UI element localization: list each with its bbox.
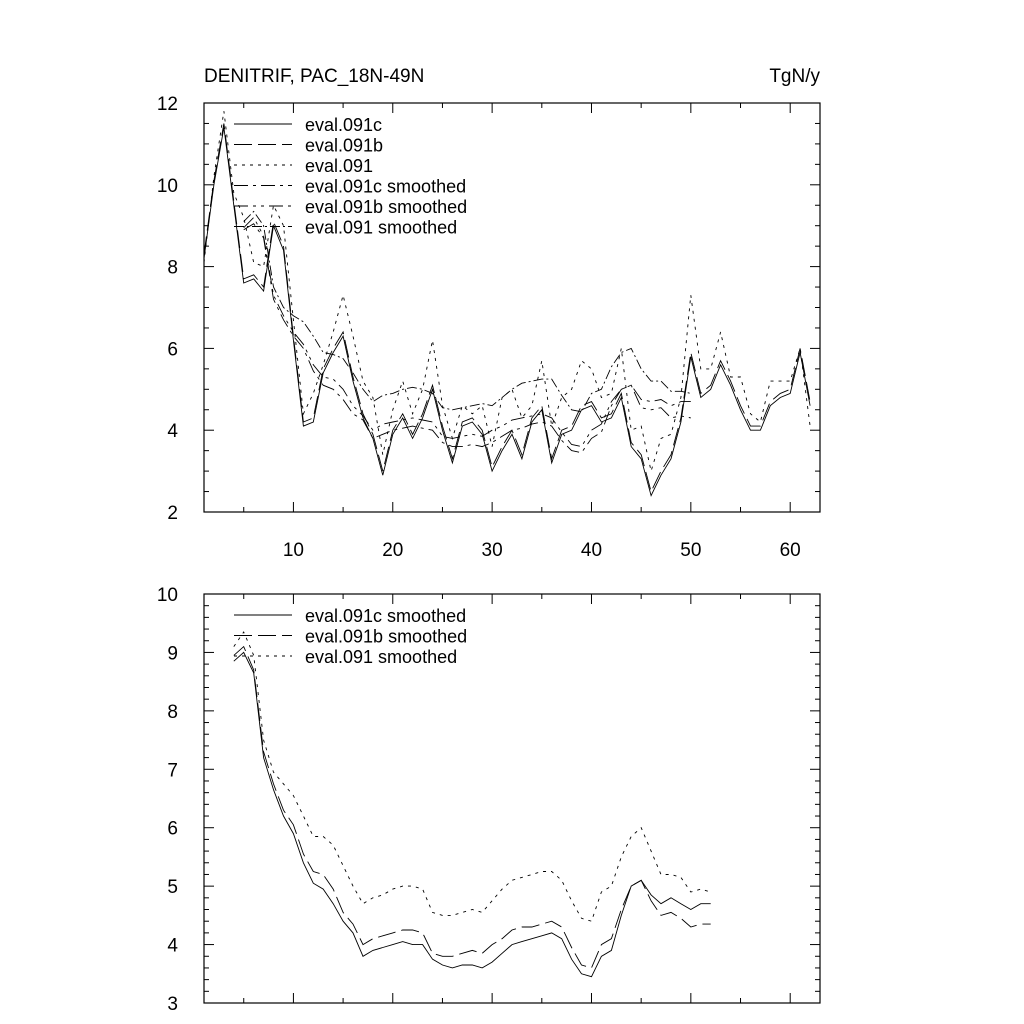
top-legend-label-3: eval.091 xyxy=(305,156,374,176)
top-ticks xyxy=(204,103,820,512)
top-panel xyxy=(157,66,821,561)
bottom-y-tick-label: 10 xyxy=(156,585,178,606)
top-x-tick-label: 30 xyxy=(481,540,503,561)
top-x-tick-label: 50 xyxy=(680,540,702,561)
bottom-legend-label-1: eval.091c smoothed xyxy=(305,606,467,626)
top-y-tick-label: 2 xyxy=(167,503,178,524)
bottom-legend-label-2: eval.091b smoothed xyxy=(305,626,468,647)
bottom-plot-frame xyxy=(204,594,820,1003)
bottom-y-tick-label: 6 xyxy=(167,818,178,840)
bottom-series-line-1 xyxy=(234,652,711,976)
units-label: TgN/y xyxy=(769,66,820,87)
top-series-line-2 xyxy=(204,124,810,492)
top-y-tick-label: 4 xyxy=(167,421,178,443)
top-y-tick-label: 10 xyxy=(156,175,178,197)
top-series-line-6 xyxy=(244,211,691,411)
top-series-line-4 xyxy=(244,224,691,453)
bottom-panel xyxy=(157,585,820,1015)
top-x-tick-label: 60 xyxy=(779,540,801,561)
top-legend-label-5: eval.091b smoothed xyxy=(305,197,468,217)
top-series-line-3 xyxy=(204,111,810,471)
bottom-series-line-3 xyxy=(234,632,711,921)
top-legend-label-4: eval.091c smoothed xyxy=(305,176,467,197)
bottom-y-tick-label: 9 xyxy=(167,643,178,665)
top-legend-label-2: eval.091b xyxy=(305,135,384,156)
bottom-ticks xyxy=(204,594,820,1003)
bottom-y-tick-label: 5 xyxy=(167,877,178,899)
top-y-tick-label: 12 xyxy=(156,94,178,115)
bottom-series-group xyxy=(234,632,711,977)
top-legend-label-1: eval.091c xyxy=(305,115,383,135)
bottom-y-tick-label: 4 xyxy=(167,935,178,957)
top-x-tick-label: 40 xyxy=(580,540,603,561)
top-x-tick-label: 10 xyxy=(282,540,304,561)
top-plot-frame xyxy=(204,103,820,512)
top-series-line-1 xyxy=(204,128,810,496)
top-y-tick-label: 8 xyxy=(167,257,178,279)
chart-title: DENITRIF, PAC_18N-49N xyxy=(204,66,425,87)
bottom-legend-label-3: eval.091 smoothed xyxy=(305,647,458,667)
top-legend-label-6: eval.091 smoothed xyxy=(305,217,458,238)
top-legend xyxy=(234,115,467,238)
top-x-tick-label: 20 xyxy=(382,540,404,561)
top-series-group xyxy=(204,111,810,495)
bottom-y-tick-label: 3 xyxy=(167,994,178,1015)
bottom-series-line-2 xyxy=(234,647,711,968)
bottom-legend xyxy=(234,606,467,667)
top-y-tick-label: 6 xyxy=(167,339,178,361)
bottom-y-tick-label: 7 xyxy=(167,760,178,782)
bottom-y-tick-label: 8 xyxy=(167,701,178,723)
